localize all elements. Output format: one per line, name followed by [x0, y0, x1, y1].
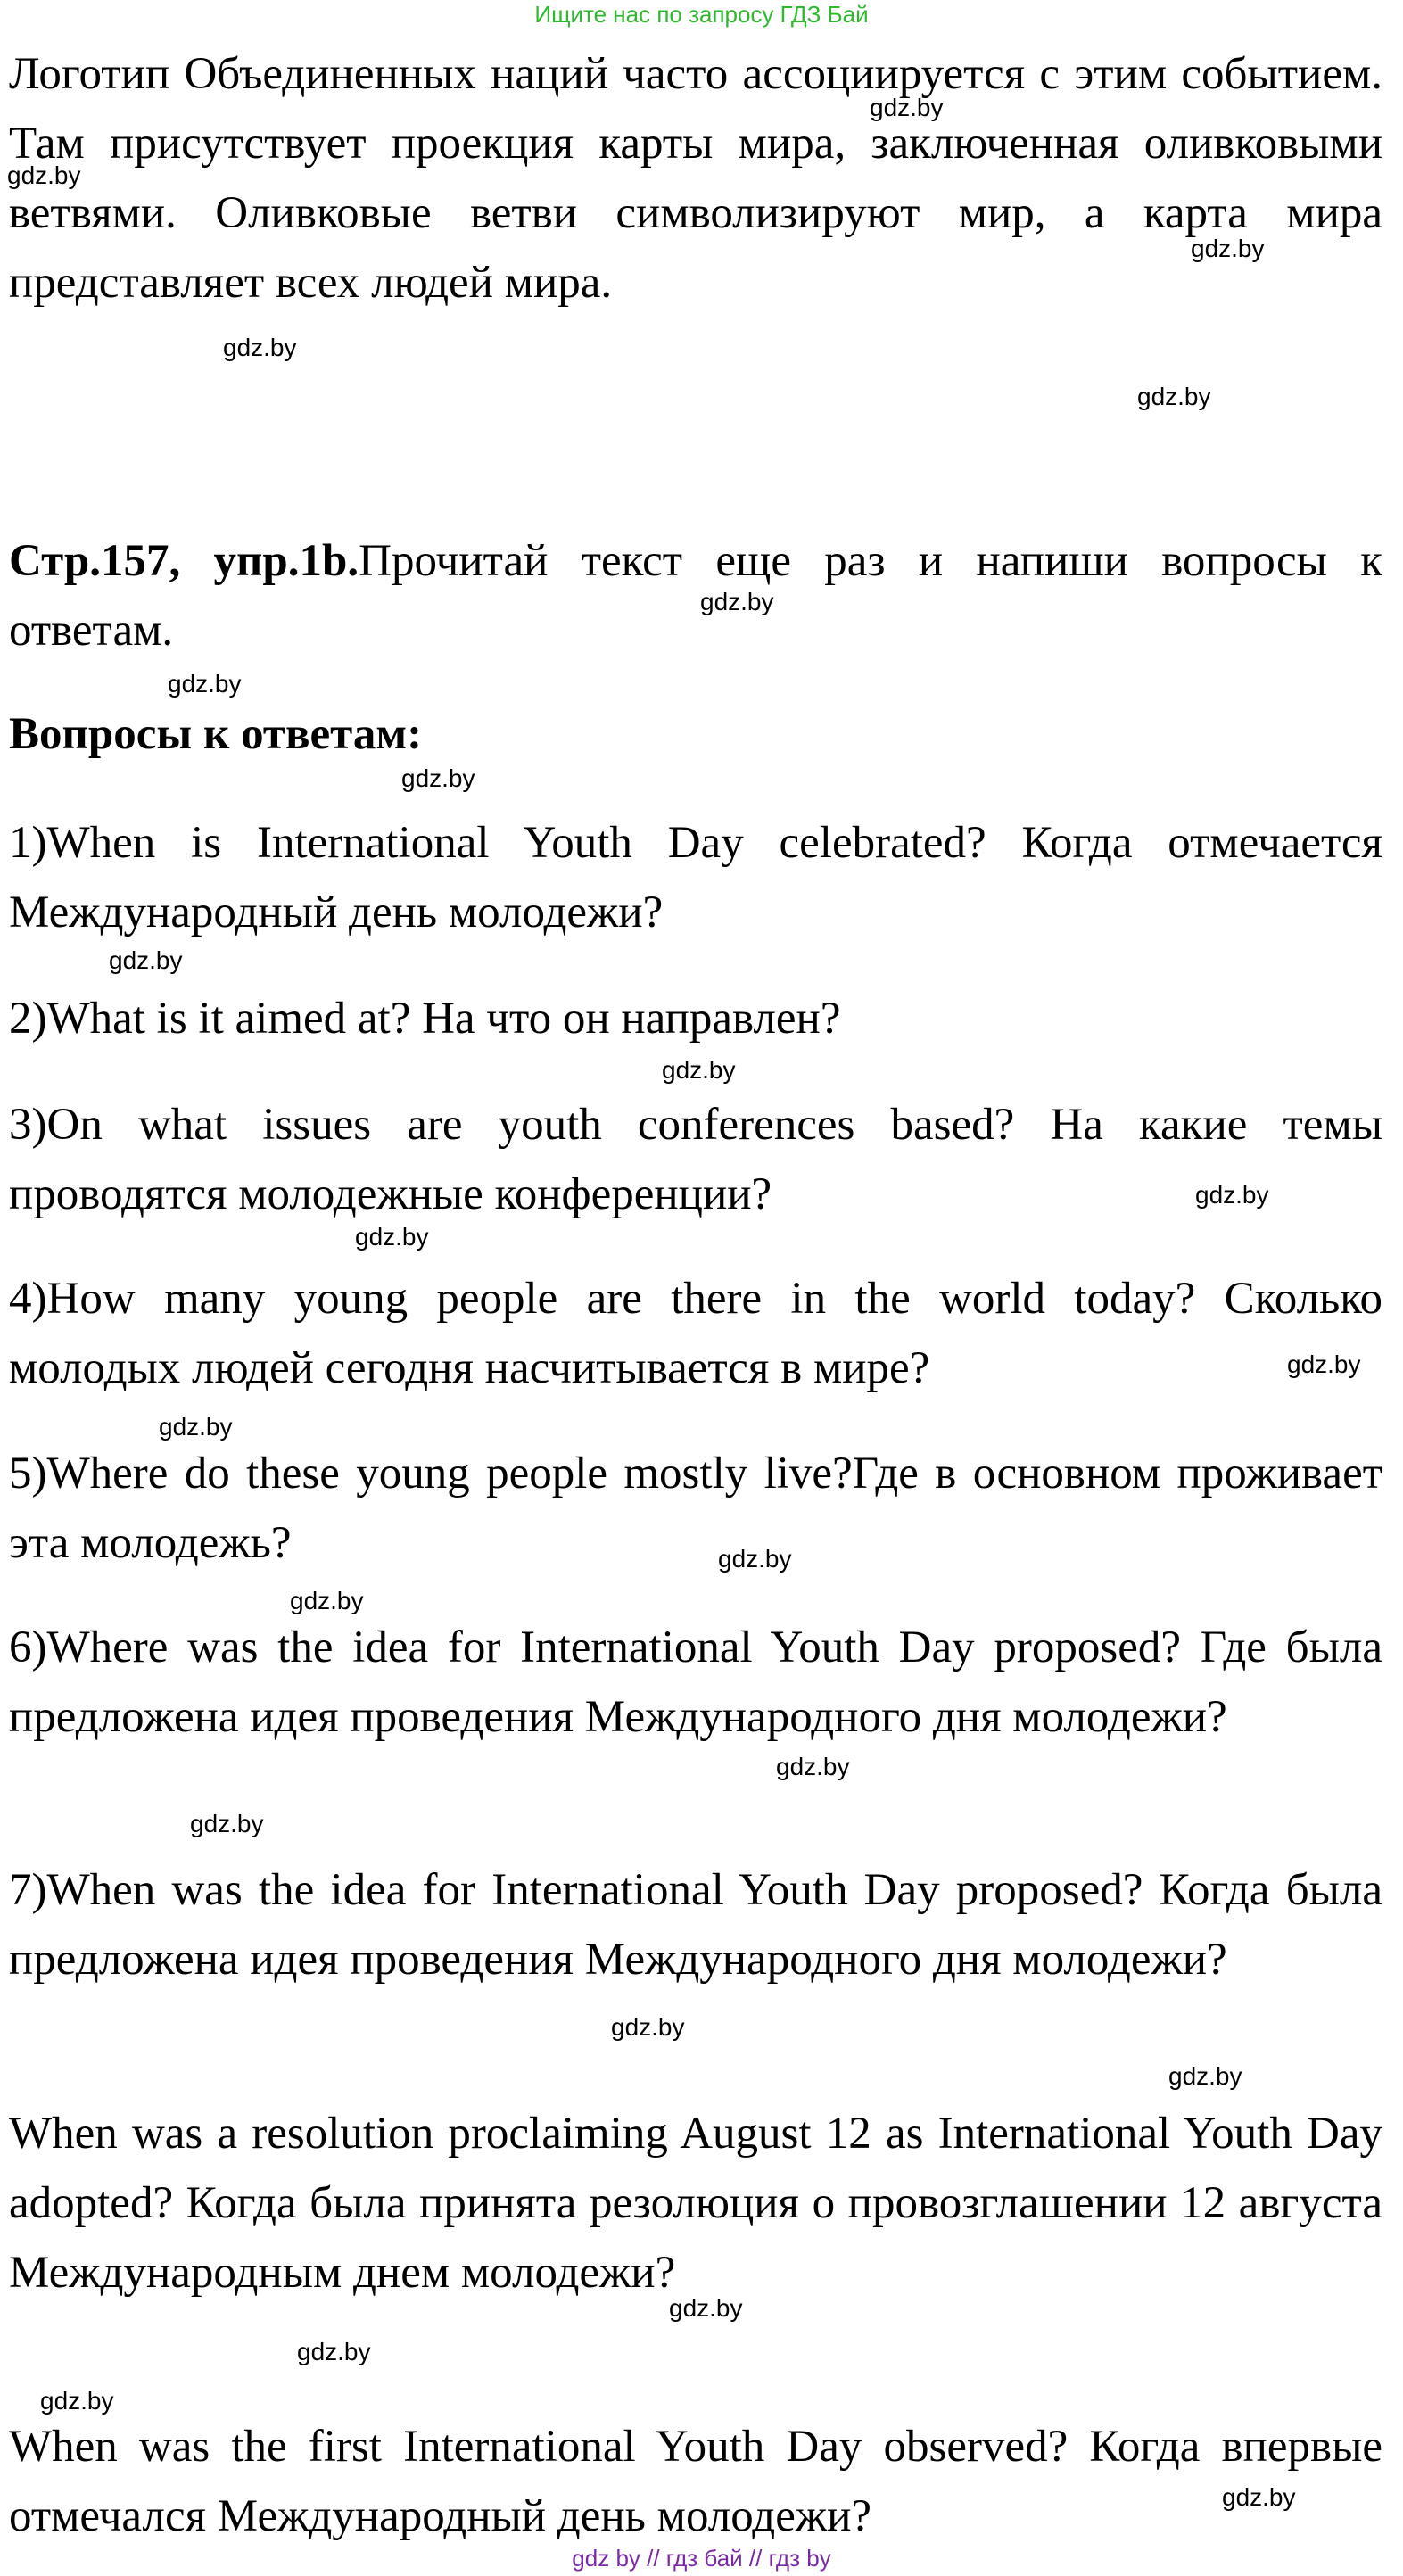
- watermark: gdz.by: [223, 334, 297, 361]
- question-2: 2)What is it aimed at? На что он направлен?: [9, 994, 841, 1044]
- question-7: 7)When was the idea for International Youth Day proposed? Когда была предложена идея проведения Международного дня молодежи?: [9, 1865, 1382, 1985]
- watermark: gdz.by: [611, 2013, 685, 2041]
- exercise-paragraph: [9, 526, 1382, 665]
- question-5: 5)Where do these young people mostly live?Где в основном проживает эта молодежь?: [9, 1449, 1382, 1568]
- watermark: gdz.by: [718, 1545, 792, 1573]
- watermark: gdz.by: [1137, 383, 1211, 410]
- watermark: gdz.by: [168, 670, 242, 698]
- question-1: 1)When is International Youth Day celebrated? Когда отмечается Международный день молодежи?: [9, 818, 1382, 937]
- watermark: gdz.by: [401, 764, 475, 792]
- question-4: 4)How many young people are there in the world today? Сколько молодых людей сегодня насчитывается в мире?: [9, 1274, 1382, 1393]
- watermark: gdz.by: [1191, 235, 1265, 262]
- watermark: gdz.by: [190, 1810, 264, 1837]
- watermark: gdz.by: [109, 946, 183, 974]
- watermark: gdz.by: [290, 1587, 364, 1614]
- question-3: 3)On what issues are youth conferences based? На какие темы проводятся молодежные конференции?: [9, 1100, 1382, 1219]
- watermark: gdz.by: [700, 588, 774, 615]
- intro-paragraph: Логотип Объединенных наций часто ассоциируется с этим событием. Там присутствует проекция карты мира, заключенная оливковыми ветвями. Оливковые ветви символизируют мир, а карта мира представляет всех людей мира.: [9, 49, 1382, 308]
- exercise-instruction: Прочитай текст еще раз и напиши вопросы к ответам.: [9, 536, 1382, 656]
- watermark: gdz.by: [776, 1753, 850, 1780]
- exercise-title: Стр.157, упр.1b.: [9, 536, 359, 586]
- watermark: gdz.by: [870, 94, 944, 121]
- watermark: gdz.by: [355, 1223, 429, 1251]
- site-banner: Ищите нас по запросу ГДЗ Бай: [534, 1, 869, 28]
- watermark: gdz.by: [40, 2387, 114, 2415]
- site-footer: gdz by // гдз бай // гдз by: [572, 2545, 831, 2572]
- watermark: gdz.by: [159, 1413, 233, 1441]
- watermark: gdz.by: [1287, 1350, 1361, 1378]
- watermark: gdz.by: [1168, 2062, 1242, 2090]
- questions-heading: Вопросы к ответам:: [9, 709, 423, 759]
- watermark: gdz.by: [7, 161, 81, 189]
- watermark: gdz.by: [1195, 1181, 1269, 1209]
- watermark: gdz.by: [1222, 2483, 1296, 2511]
- watermark: gdz.by: [669, 2294, 743, 2322]
- watermark: gdz.by: [662, 1056, 736, 1084]
- watermark: gdz.by: [297, 2338, 371, 2365]
- question-6: 6)Where was the idea for International Youth Day proposed? Где была предложена идея проведения Международного дня молодежи?: [9, 1622, 1382, 1742]
- question-9: When was the first International Youth Day observed? Когда впервые отмечался Международный день молодежи?: [9, 2422, 1382, 2541]
- question-8: When was a resolution proclaiming August 12 as International Youth Day adopted? Когда была принята резолюция о провозглашении 12 августа Международным днем молодежи?: [9, 2109, 1382, 2298]
